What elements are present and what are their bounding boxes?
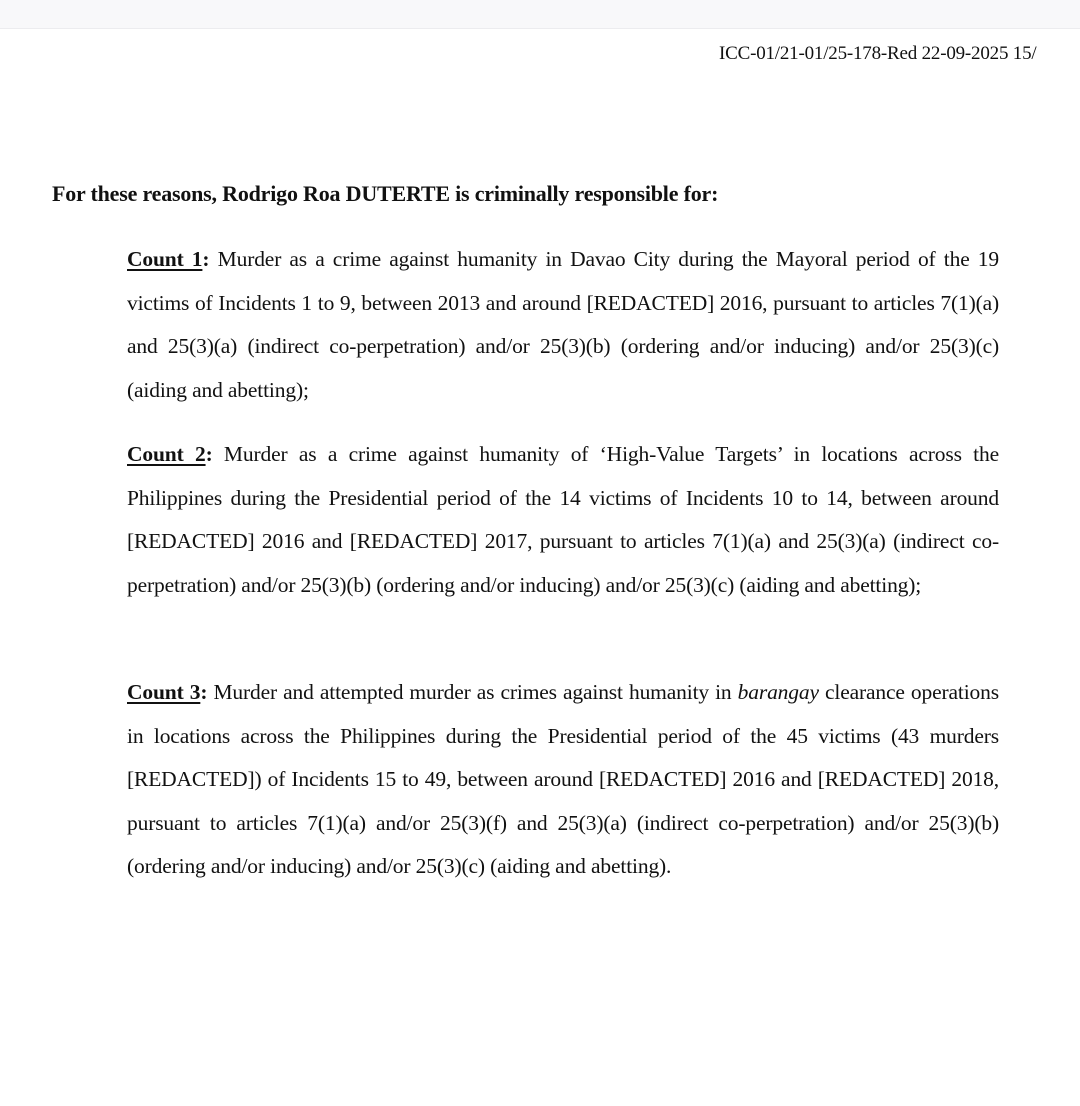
count-1-paragraph bbox=[127, 238, 999, 412]
count-3-text-after: clearance operations in locations across the Philippines during the Presidential period of the 45 victims (43 murders [REDACTED]) of Incidents 15 to 49, between around [REDACTED] 2016 and [REDACTED] 2018, pursuant to articles 7(1)(a) and/or 25(3)(f) and 25(3)(a) (indirect co-perpetration) and/or 25(3)(b) (ordering and/or inducing) and/or 25(3)(c) (aiding and abetting). bbox=[127, 680, 999, 878]
count-2-paragraph bbox=[127, 433, 999, 607]
document-reference-header: ICC-01/21-01/25-178-Red 22-09-2025 15/ bbox=[719, 43, 1037, 64]
count-3-label: Count 3: bbox=[127, 680, 208, 704]
count-3-italic-term: barangay bbox=[737, 680, 819, 704]
count-3-text-before: Murder and attempted murder as crimes against humanity in bbox=[207, 680, 738, 704]
count-3-paragraph bbox=[127, 671, 999, 889]
count-2-text: Murder as a crime against humanity of ‘High-Value Targets’ in locations across the Philippines during the Presidential period of the 14 victims of Incidents 10 to 14, between around [REDACTED] 2016 and [REDACTED] 2017, pursuant to articles 7(1)(a) and 25(3)(a) (indirect co-perpetration) and/or 25(3)(b) (ordering and/or inducing) and/or 25(3)(c) (aiding and abetting); bbox=[127, 442, 999, 597]
document-page bbox=[0, 29, 1080, 1106]
intro-heading: For these reasons, Rodrigo Roa DUTERTE is criminally responsible for: bbox=[52, 181, 719, 206]
viewer-toolbar bbox=[0, 0, 1080, 29]
count-1-text: Murder as a crime against humanity in Davao City during the Mayoral period of the 19 victims of Incidents 1 to 9, between 2013 and around [REDACTED] 2016, pursuant to articles 7(1)(a) and 25(3)(a) (indirect co-perpetration) and/or 25(3)(b) (ordering and/or inducing) and/or 25(3)(c) (aiding and abetting); bbox=[127, 247, 999, 402]
count-2-label: Count 2: bbox=[127, 442, 213, 466]
count-1-label: Count 1: bbox=[127, 247, 210, 271]
